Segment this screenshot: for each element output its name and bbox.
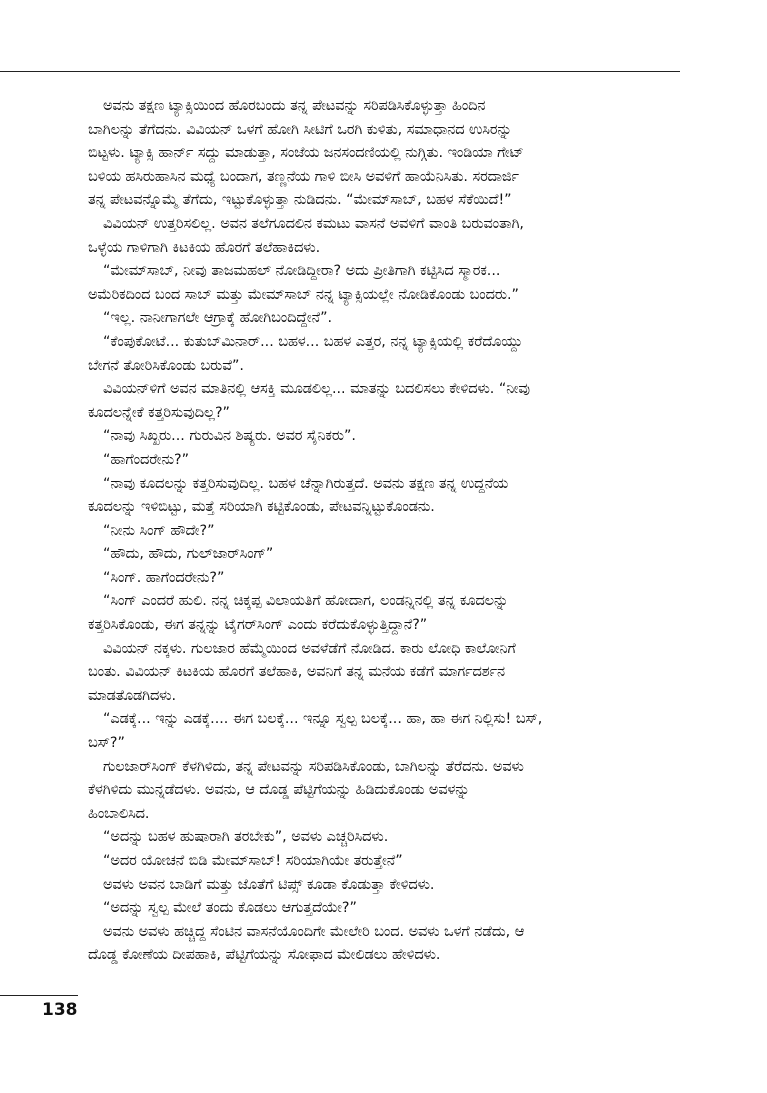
page-number: 138 [42, 1000, 78, 1020]
text-line: “ನಾವು ಸಿಖ್ಖರು... ಗುರುವಿನ ಶಿಷ್ಯರು. ಅವರ ಸೈನಿಕರು”. [103, 428, 356, 445]
text-line: ಕೂದಲನ್ನೇಕೆ ಕತ್ತರಿಸುವುದಿಲ್ಲ?” [88, 404, 230, 421]
text-line: ವಿವಿಯನ್ ಉತ್ತರಿಸಲಿಲ್ಲ. ಅವನ ತಲೆಗೂದಲಿನ ಕಮಟು ವಾಸನೆ ಅವಳಿಗೆ ವಾಂತಿ ಬರುವಂತಾಗಿ, [103, 215, 524, 232]
text-line: “ಕೆಂಪುಕೋಟೆ... ಕುತುಬ್‌ಮಿನಾರ್... ಬಹಳ... ಬಹಳ ಎತ್ತರ, ನನ್ನ ಟ್ಯಾಕ್ಸಿಯಲ್ಲಿ ಕರೆದೊಯ್ದು [103, 333, 523, 350]
text-line: ಅವನು ತಕ್ಷಣ ಟ್ಯಾಕ್ಸಿಯಿಂದ ಹೊರಬಂದು ತನ್ನ ಪೇಟವನ್ನು ಸರಿಪಡಿಸಿಕೊಳ್ಳುತ್ತಾ ಹಿಂದಿನ [103, 98, 486, 114]
text-line: ವಿವಿಯನ್‌ಳಿಗೆ ಅವನ ಮಾತಿನಲ್ಲಿ ಆಸಕ್ತಿ ಮೂಡಲಿಲ್ಲ... ಮಾತನ್ನು ಬದಲಿಸಲು ಕೇಳಿದಳು. “ನೀವು [103, 381, 530, 398]
text-line: ಮಾಡತೊಡಗಿದಳು. [88, 687, 177, 704]
text-line: ಅವನು ಅವಳು ಹಚ್ಚಿದ್ದ ಸೆಂಟಿನ ವಾಸನೆಯೊಂದಿಗೇ ಮೇಲೇರಿ ಬಂದ. ಅವಳು ಒಳಗೆ ನಡೆದು, ಆ [103, 923, 525, 940]
text-line: ಕೆಳಗಿಳಿದು ಮುನ್ನಡೆದಳು. ಅವನು, ಆ ದೊಡ್ಡ ಪೆಟ್ಟಿಗೆಯನ್ನು ಹಿಡಿದುಕೊಂಡು ಅವಳನ್ನು [88, 782, 470, 799]
text-line: ಕತ್ತರಿಸಿಕೊಂಡು, ಈಗ ತನ್ನನ್ನು ಟೈಗರ್‌ಸಿಂಗ್ ಎಂದು ಕರೆದುಕೊಳ್ಳುತ್ತಿದ್ದಾನೆ?” [88, 617, 428, 634]
text-line: ಬಸ್?” [88, 735, 125, 752]
body-text [88, 95, 668, 968]
text-line: “ಅದರ ಯೋಚನೆ ಬಿಡಿ ಮೇಮ್‌ಸಾಬ್! ಸರಿಯಾಗಿಯೇ ತರುತ್ತೇನೆ” [103, 853, 403, 869]
text-line: “ಅದನ್ನು ಬಹಳ ಹುಷಾರಾಗಿ ತರಬೇಕು”, ಅವಳು ಎಚ್ಚರಿಸಿದಳು. [103, 829, 389, 846]
text-line: ದೊಡ್ಡ ಕೋಣೆಯ ದೀಪಹಾಕಿ, ಪೆಟ್ಟಿಗೆಯನ್ನು ಸೋಫಾದ ಮೇಲಿಡಲು ಹೇಳಿದಳು. [88, 947, 441, 964]
text-line: “ಸಿಂಗ್ ಎಂದರೆ ಹುಲಿ. ನನ್ನ ಚಿಕ್ಕಪ್ಪ ವಿಲಾಯತಿಗೆ ಹೋದಾಗ, ಲಂಡನ್ನಿನಲ್ಲಿ ತನ್ನ ಕೂದಲನ್ನು [103, 593, 509, 610]
text-line: ಅಮೆರಿಕದಿಂದ ಬಂದ ಸಾಬ್ ಮತ್ತು ಮೇಮ್‌ಸಾಬ್ ನನ್ನ ಟ್ಯಾಕ್ಸಿಯಲ್ಲೇ ನೋಡಿಕೊಂಡು ಬಂದರು.” [88, 286, 519, 303]
text-line: ಕೂದಲನ್ನು ಇಳಿಬಿಟ್ಟು, ಮತ್ತೆ ಸರಿಯಾಗಿ ಕಟ್ಟಿಕೊಂಡು, ಪೇಟವನ್ನಿಟ್ಟುಕೊಂಡನು. [88, 499, 435, 516]
top-rule [0, 71, 680, 72]
text-line: ಗುಲಜಾರ್‌ಸಿಂಗ್ ಕೆಳಗಿಳಿದು, ತನ್ನ ಪೇಟವನ್ನು ಸರಿಪಡಿಸಿಕೊಂಡು, ಬಾಗಿಲನ್ನು ತೆರೆದನು. ಅವಳು [103, 758, 524, 775]
text-line: ಬಂತು. ವಿವಿಯನ್ ಕಿಟಕಿಯ ಹೊರಗೆ ತಲೆಹಾಕಿ, ಅವನಿಗೆ ತನ್ನ ಮನೆಯ ಕಡೆಗೆ ಮಾರ್ಗದರ್ಶನ [88, 664, 505, 681]
text-line: “ಅದನ್ನು ಸ್ವಲ್ಪ ಮೇಲೆ ತಂದು ಕೊಡಲು ಆಗುತ್ತದೆಯೇ?” [103, 900, 357, 917]
text-line: “ಇಲ್ಲ. ನಾನೀಗಾಗಲೇ ಆಗ್ರಾಕ್ಕೆ ಹೋಗಿಬಂದಿದ್ದೇನೆ”. [103, 310, 333, 327]
text-line: ಬಳಿಯ ಹಸಿರುಹಾಸಿನ ಮಧ್ಯೆ ಬಂದಾಗ, ತಣ್ಣನೆಯ ಗಾಳಿ ಬೀಸಿ ಅವಳಿಗೆ ಹಾಯೆನಿಸಿತು. ಸರದಾರ್ಜಿ [88, 168, 519, 185]
text-line: “ನಾವು ಕೂದಲನ್ನು ಕತ್ತರಿಸುವುದಿಲ್ಲ. ಬಹಳ ಚೆನ್ನಾಗಿರುತ್ತದೆ. ಅವನು ತಕ್ಷಣ ತನ್ನ ಉದ್ದನೆಯ [103, 475, 509, 492]
text-line: ಅವಳು ಅವನ ಬಾಡಿಗೆ ಮತ್ತು ಜೊತೆಗೆ ಟಿಪ್ಸ್ ಕೂಡಾ ಕೊಡುತ್ತಾ ಕೇಳಿದಳು. [103, 876, 435, 893]
text-line: ಹಿಂಬಾಲಿಸಿದ. [88, 805, 150, 822]
text-line: ಬೇಗನೆ ತೋರಿಸಿಕೊಂಡು ಬರುವೆ”. [88, 357, 244, 374]
footer-rule [0, 995, 78, 996]
text-line: “ನೀನು ಸಿಂಗ್ ಹೌದೇ?” [103, 522, 215, 539]
text-line: “ಎಡಕ್ಕೆ... ಇನ್ನು ಎಡಕ್ಕೆ.... ಈಗ ಬಲಕ್ಕೆ... ಇನ್ನೂ ಸ್ವಲ್ಪ ಬಲಕ್ಕೆ... ಹಾ, ಹಾ ಈಗ ನಿಲ್ಲಿಸು! ಬಸ್, [103, 711, 543, 728]
text-line: ಬಾಗಿಲನ್ನು ತೆಗೆದನು. ವಿವಿಯನ್ ಒಳಗೆ ಹೋಗಿ ಸೀಟಿಗೆ ಒರಗಿ ಕುಳಿತು, ಸಮಾಧಾನದ ಉಸಿರನ್ನು [88, 121, 512, 138]
text-line: “ಸಿಂಗ್. ಹಾಗೆಂದರೇನು?” [103, 569, 225, 586]
text-line: ಬಿಟ್ಟಳು. ಟ್ಯಾಕ್ಸಿ ಹಾರ್ನ್ ಸದ್ದು ಮಾಡುತ್ತಾ, ಸಂಜೆಯ ಜನಸಂದಣಿಯಲ್ಲಿ ನುಗ್ಗಿತು. ಇಂಡಿಯಾ ಗೇಟ್ [88, 145, 524, 162]
text-line: ತನ್ನ ಪೇಟವನ್ನೊಮ್ಮೆ ತೆಗೆದು, ಇಟ್ಟುಕೊಳ್ಳುತ್ತಾ ನುಡಿದನು. “ಮೇಮ್‌ಸಾಬ್, ಬಹಳ ಸೆಕೆಯಿದೆ!” [88, 192, 512, 209]
text-line: “ಹೌದು, ಹೌದು, ಗುಲ್‌ಜಾರ್‌ಸಿಂಗ್” [103, 546, 274, 563]
text-line: ಒಳ್ಳೆಯ ಗಾಳಿಗಾಗಿ ಕಿಟಕಿಯ ಹೊರಗೆ ತಲೆಹಾಕಿದಳು. [88, 239, 321, 256]
text-line: ವಿವಿಯನ್ ನಕ್ಕಳು. ಗುಲಜಾರ ಹೆಮ್ಮೆಯಿಂದ ಅವಳೆಡೆಗೆ ನೋಡಿದ. ಕಾರು ಲೋಧಿ ಕಾಲೋನಿಗೆ [103, 640, 516, 657]
text-line: “ಹಾಗೆಂದರೇನು?” [103, 451, 189, 468]
text-line: “ಮೇಮ್‌ಸಾಬ್, ನೀವು ತಾಜಮಹಲ್ ನೋಡಿದ್ದೀರಾ? ಅದು ಪ್ರೀತಿಗಾಗಿ ಕಟ್ಟಿಸಿದ ಸ್ಮಾರಕ... [103, 263, 501, 280]
